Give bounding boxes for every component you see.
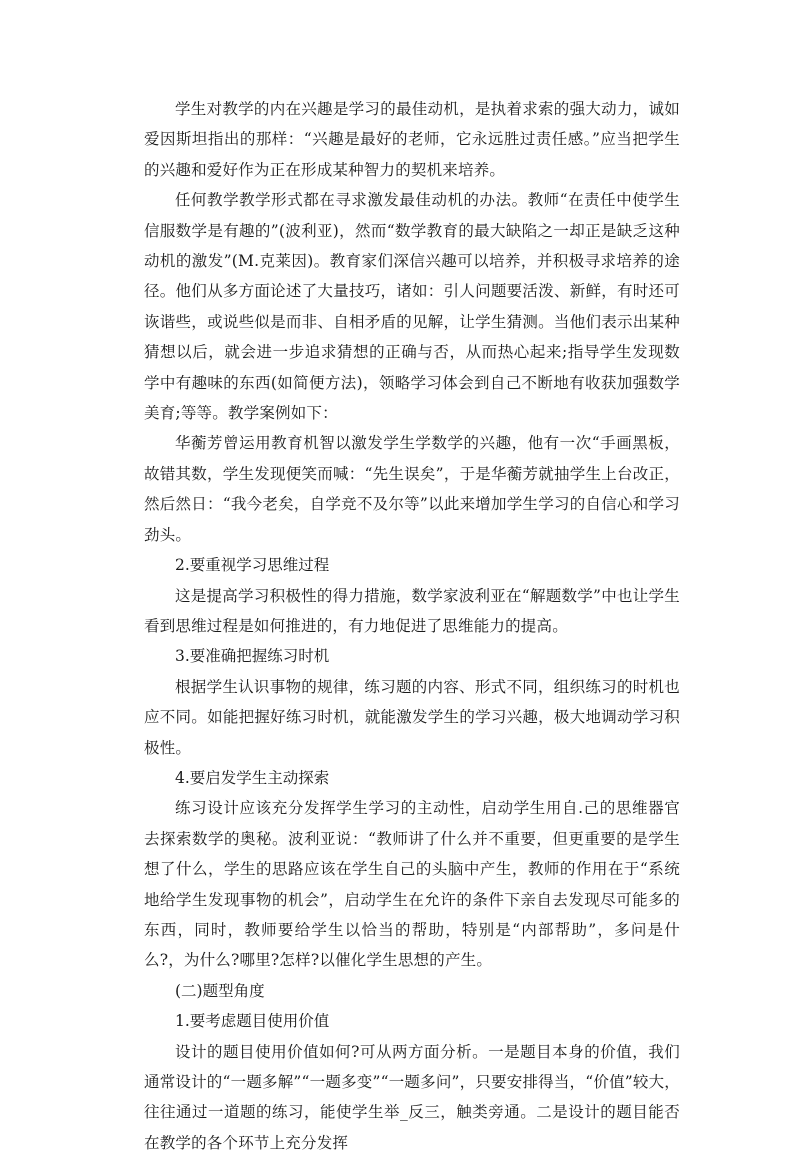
paragraph-practice-timing: 根据学生认识事物的规律，练习题的内容、形式不同，组织练习的时机也应不同。如能把握好练习时机，就能激发学生的学习兴趣，极大地调动学习积极性。 <box>144 677 680 757</box>
document-body <box>144 94 680 1158</box>
paragraph-active-exploration: 练习设计应该充分发挥学生学习的主动性，启动学生用自.己的思维器官去探索数学的奥秘。波利亚说：“教师讲了什么并不重要，但更重要的是学生想了什么，学生的思路应该在学生自己的头脑中产生，教师的作用在于“系统地给学生发现事物的机会”，启动学生在允许的条件下亲自去发现尽可能多的东西，同时，教师要给学生以恰当的帮助，特别是“内部帮助”，多问是什么?，为什么?哪里?怎样?以催化学生思想的产生。 <box>144 799 680 970</box>
heading-question-type: (二)题型角度 <box>175 981 265 1000</box>
paragraph-teaching-methods: 任何教学教学形式都在寻求激发最佳动机的办法。教师“在责任中使学生信服数学是有趣的”(波利亚)，然而“数学教育的最大缺陷之一却正是缺乏这种动机的激发”(M.克莱因)。教育家们深信兴趣可以培养，并积极寻求培养的途径。他们从多方面论述了大量技巧，诸如：引人问题要活泼、新鲜，有时还可诙谐些，或说些似是而非、自相矛盾的见解，让学生猜测。当他们表示出某种猜想以后，就会进一步追求猜想的正确与否，从而热心起来;指导学生发现数学中有趣味的东西(如简便方法)，领略学习体会到自己不断地有收获加强数学美育;等等。教学案例如下： <box>144 191 680 423</box>
heading-thinking-process: 2.要重视学习思维过程 <box>175 556 330 575</box>
paragraph-question-value: 设计的题目使用价值如何?可从两方面分析。一是题目本身的价值，我们通常设计的“一题多解”“一题多变”“一题多问”，只要安排得当，“价值”较大，往往通过一道题的练习，能使学生举_反三，触类旁通。二是设计的题目能否在教学的各个环节上充分发挥 <box>144 1042 680 1152</box>
heading-question-value: 1.要考虑题目使用价值 <box>175 1012 330 1031</box>
heading-practice-timing: 3.要准确把握练习时机 <box>175 647 330 666</box>
paragraph-thinking-process: 这是提高学习积极性的得力措施，数学家波利亚在“解题数学”中也让学生看到思维过程是如何推进的，有力地促进了思维能力的提高。 <box>144 586 680 635</box>
paragraph-interest-motivation: 学生对教学的内在兴趣是学习的最佳动机，是执着求索的强大动力，诚如爱因斯坦指出的那样：“兴趣是最好的老师，它永远胜过责任感。”应当把学生的兴趣和爱好作为正在形成某种智力的契机来培养。 <box>144 100 680 179</box>
heading-active-exploration: 4.要启发学生主动探索 <box>175 768 330 787</box>
paragraph-teaching-case: 华蘅芳曾运用教育机智以激发学生学数学的兴趣，他有一次“手画黑板，故错其数，学生发现便笑而喊：“先生误矣”，于是华蘅芳就抽学生上台改正，然后然日：“我今老矣，自学竞不及尔等”以此来增加学生学习的自信心和学习劲头。 <box>144 434 680 544</box>
